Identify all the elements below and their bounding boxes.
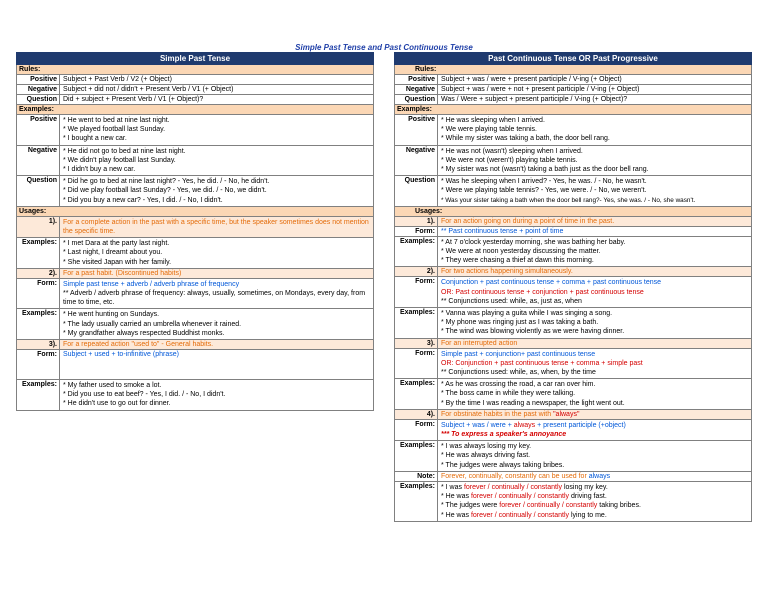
usage-examples-row [16, 309, 374, 340]
form-row [394, 277, 752, 308]
example-label: Negative [394, 146, 438, 176]
usage-number: 3). [16, 340, 60, 349]
note-text [438, 472, 752, 481]
usage-description: For a repeated action "used to" - General habits. [60, 340, 374, 349]
rule-text: Subject + did not / didn't + Present Verb / V1 (+ Object) [60, 85, 374, 94]
example-line: * We didn't play football last Sunday. [63, 156, 176, 164]
rule-text: Subject + was / were + not + present participle / V-ing (+ Object) [438, 85, 752, 94]
form-formula: Simple past tense + adverb / adverb phrase of frequency [63, 280, 240, 288]
example-lines [438, 379, 752, 409]
example-line: * Vanna was playing a guita while I was singing a song. [441, 310, 613, 318]
example-keyword: forever / continually / constantly [470, 493, 570, 501]
form-label: Form: [394, 227, 438, 236]
usage-row [394, 267, 752, 277]
usage-text [60, 217, 374, 237]
form-note: ** Conjunctions used: while, as, when, by the time [441, 369, 596, 377]
usage-row [394, 410, 752, 420]
example-line: * The wind was blowing violently as we were having dinner. [441, 328, 625, 336]
usage-examples-row [394, 379, 752, 410]
column-header: Past Continuous Tense OR Past Progressive [394, 52, 752, 65]
example-line: * He did not go to bed at nine last night. [63, 147, 186, 155]
rule-row [16, 85, 374, 95]
form-content [60, 279, 374, 309]
example-lines [60, 146, 374, 176]
rule-row [394, 75, 752, 85]
example-row [394, 176, 752, 207]
form-label: Form: [16, 279, 60, 309]
example-line: * He didn't use to go out for dinner. [63, 400, 171, 408]
form-content [438, 349, 752, 379]
example-line: * I didn't buy a new car. [63, 166, 136, 174]
examples-label: Examples: [394, 237, 438, 267]
example-label: Question [394, 176, 438, 206]
form-label: Form: [394, 277, 438, 307]
rule-text: Subject + was / were + present participle / V-ing (+ Object) [438, 75, 752, 84]
example-line: * We were at noon yesterday discussing the matter. [441, 248, 601, 256]
examples-label: Examples: [394, 482, 438, 521]
column-header: Simple Past Tense [16, 52, 374, 65]
examples-label: Examples: [16, 380, 60, 410]
example-line [441, 511, 748, 520]
rule-text: Was / Were + subject + present participle / V-ing (+ Object)? [438, 95, 752, 104]
form-note: ** Adverb / adverb phrase of frequency: always, usually, sometimes, on Mondays, every day, from time to time, etc. [63, 290, 366, 307]
example-line: * Were we playing table tennis? - Yes, we were. / - No, we weren't. [441, 187, 647, 195]
usage-examples-row [394, 441, 752, 472]
example-line: * Was he sleeping when I arrived? - Yes, he was. / - No, he wasn't. [441, 178, 647, 186]
form-row [394, 349, 752, 380]
usage-examples-row [394, 237, 752, 268]
example-lines [60, 176, 374, 206]
usage-number: 4). [394, 410, 438, 419]
example-line: * My sister was not (wasn't) taking a bath just as the door bell rang. [441, 166, 649, 174]
example-line: * While my sister was taking a bath, the door bell rang. [441, 135, 610, 143]
example-part: driving fast. [569, 493, 607, 501]
example-line: * He was not (wasn't) sleeping when I arrived. [441, 147, 583, 155]
example-label: Positive [394, 115, 438, 145]
example-lines [438, 176, 752, 206]
form-label: Form: [394, 349, 438, 379]
example-lines [438, 482, 752, 521]
example-line: * He went to bed at nine last night. [63, 117, 170, 124]
usage-description: For a past habit. (Discontinued habits) [60, 269, 374, 278]
example-part: losing my key. [562, 483, 608, 491]
form-formula: ** Past continuous tense + point of time [438, 227, 752, 236]
rules-section-label: Rules: [394, 65, 752, 75]
example-lines [438, 237, 752, 267]
usage-description: For a complete action in the past with a specific time, but the speaker sometimes does not mention the specific time. [63, 218, 369, 236]
form-formula-alt: OR: Past continuous tense + conjunction + past continuous tense [441, 288, 644, 296]
usage-number: 1). [394, 217, 438, 226]
examples-label: Examples: [394, 379, 438, 409]
example-line: * We were playing table tennis. [441, 126, 537, 134]
form-formula: Subject + used + to-infinitive (phrase) [60, 350, 374, 379]
note-part: Forever, continually, constantly can be used for [441, 472, 589, 480]
form-formula: Simple past + conjunction+ past continuous tense [441, 350, 596, 358]
example-part: taking bribes. [597, 502, 641, 510]
usage-number: 1). [16, 217, 60, 237]
example-part: * He was [441, 511, 471, 519]
usage-number: 2). [394, 267, 438, 276]
rule-row [16, 95, 374, 105]
usage-row [394, 339, 752, 349]
example-row [16, 146, 374, 177]
example-line: * The boss came in while they were talking. [441, 390, 576, 398]
example-line: * The judges were always taking bribes. [441, 461, 565, 469]
form-content [438, 277, 752, 307]
example-line: * As he was crossing the road, a car ran over him. [441, 381, 596, 389]
usage-row [16, 340, 374, 350]
form-row [16, 350, 374, 380]
example-row [16, 115, 374, 146]
form-formula: Conjunction + past continuous tense + comma + past continuous tense [441, 279, 662, 287]
rule-row [394, 85, 752, 95]
form-keyword: always [513, 421, 536, 429]
page-title: Simple Past Tense and Past Continuous Tense [295, 43, 473, 52]
example-line: * By the time I was reading a newspaper, the light went out. [441, 399, 625, 407]
example-line: * We were not (weren't) playing table tennis. [441, 156, 578, 164]
example-lines [438, 308, 752, 338]
example-lines [438, 146, 752, 176]
note-keyword: always [588, 472, 611, 480]
rule-label: Question [16, 95, 60, 104]
examples-label: Examples: [16, 309, 60, 339]
example-row [394, 115, 752, 146]
usage-examples-row [394, 482, 752, 522]
example-keyword: forever / continually / constantly [470, 511, 570, 519]
form-row [394, 420, 752, 441]
example-line: * My father used to smoke a lot. [63, 382, 162, 390]
usages-section-label: Usages: [16, 207, 374, 217]
example-row [394, 146, 752, 177]
form-content [438, 420, 752, 440]
note-row [394, 472, 752, 482]
examples-label: Examples: [16, 238, 60, 268]
usage-keyword: "always" [553, 410, 580, 418]
example-keyword: forever / continually / constantly [499, 502, 598, 510]
example-line: * She visited Japan with her family. [63, 258, 172, 266]
example-line: * They were chasing a thief at dawn this morning. [441, 257, 594, 265]
usage-row [394, 217, 752, 227]
example-keyword: forever / continually / constantly [463, 483, 563, 491]
rule-label: Negative [16, 85, 60, 94]
usage-number: 2). [16, 269, 60, 278]
example-label: Positive [16, 115, 60, 145]
example-part: * He was [441, 493, 471, 501]
example-line: * Did we play football last Sunday? - Yes, we did. / - No, we didn't. [63, 187, 267, 195]
form-part: + present participle (+object) [535, 421, 626, 429]
usage-description: For an interrupted action [438, 339, 752, 348]
example-line: * I bought a new car. [63, 135, 127, 143]
example-line: * Last night, I dreamt about you. [63, 249, 163, 257]
usage-examples-row [394, 308, 752, 339]
example-label: Question [16, 176, 60, 206]
usage-row [16, 269, 374, 279]
example-line: * Did you buy a new car? - Yes, I did. / - No, I didn't. [63, 196, 223, 204]
rule-text: Did + subject + Present Verb / V1 (+ Object)? [60, 95, 374, 104]
usage-text: For obstinate habits in the past with [441, 410, 554, 418]
form-row [394, 227, 752, 237]
examples-section-label: Examples: [16, 105, 374, 115]
example-line: * He went hunting on Sundays. [63, 311, 160, 319]
example-line: * I met Dara at the party last night. [63, 240, 170, 248]
usage-number: 3). [394, 339, 438, 348]
rule-text: Subject + Past Verb / V2 (+ Object) [60, 75, 374, 84]
form-note: *** To express a speaker's annoyance [441, 431, 567, 439]
form-part: Subject + was / were + [441, 421, 514, 429]
example-part: * The judges were [441, 502, 500, 510]
examples-label: Examples: [394, 308, 438, 338]
usage-examples-row [16, 238, 374, 269]
example-lines [60, 238, 374, 268]
example-line: * My grandfather always respected Buddhist monks. [63, 329, 225, 337]
usage-row [16, 217, 374, 238]
past-continuous-column [394, 52, 752, 522]
example-line: * He was always driving fast. [441, 452, 531, 460]
usage-examples-row [16, 380, 374, 411]
rule-label: Question [394, 95, 438, 104]
rule-label: Positive [16, 75, 60, 84]
example-lines [60, 309, 374, 339]
example-lines [60, 380, 374, 410]
form-row [16, 279, 374, 310]
example-line: * The lady usually carried an umbrella whenever it rained. [63, 320, 242, 328]
examples-label: Examples: [394, 441, 438, 471]
note-label: Note: [394, 472, 438, 481]
example-lines [438, 115, 752, 145]
rule-label: Positive [394, 75, 438, 84]
example-line: * My phone was ringing just as I was taking a bath. [441, 319, 599, 327]
rule-row [394, 95, 752, 105]
example-part: lying to me. [569, 511, 607, 519]
form-formula-alt: OR: Conjunction + past continuous tense + comma + simple past [441, 359, 643, 367]
example-row [16, 176, 374, 207]
example-line: * Was your sister taking a bath when the door bell rang?- Yes, she was. / - No, she wasn't. [441, 196, 696, 204]
example-line [441, 501, 748, 510]
rule-label: Negative [394, 85, 438, 94]
example-line: * Did he go to bed at nine last night? - Yes, he did. / - No, he didn't. [63, 178, 270, 186]
form-note: ** Conjunctions used: while, as, just as, when [441, 297, 582, 305]
example-line [441, 492, 748, 501]
form-label: Form: [16, 350, 60, 379]
example-line: * At 7 o'clock yesterday morning, she was bathing her baby. [441, 238, 626, 246]
simple-past-column [16, 52, 374, 411]
examples-section-label: Examples: [394, 105, 752, 115]
usage-description [438, 410, 752, 419]
example-part: * I was [441, 483, 464, 491]
example-line [441, 483, 748, 492]
form-label: Form: [394, 420, 438, 440]
example-line: * Did you use to eat beef? - Yes, I did. / - No, I didn't. [63, 391, 226, 399]
form-formula [441, 421, 748, 430]
example-lines [60, 115, 374, 145]
usage-description: For two actions happening simultaneously. [438, 267, 752, 276]
example-label: Negative [16, 146, 60, 176]
example-lines [438, 441, 752, 471]
example-line: * We played football last Sunday. [63, 126, 166, 134]
usage-description: For an action going on during a point of time in the past. [438, 217, 752, 226]
rules-section-label: Rules: [16, 65, 374, 75]
example-line: * I was always losing my key. [441, 443, 532, 451]
rule-row [16, 75, 374, 85]
usages-section-label: Usages: [394, 207, 752, 217]
example-line: * He was sleeping when I arrived. [441, 117, 545, 124]
